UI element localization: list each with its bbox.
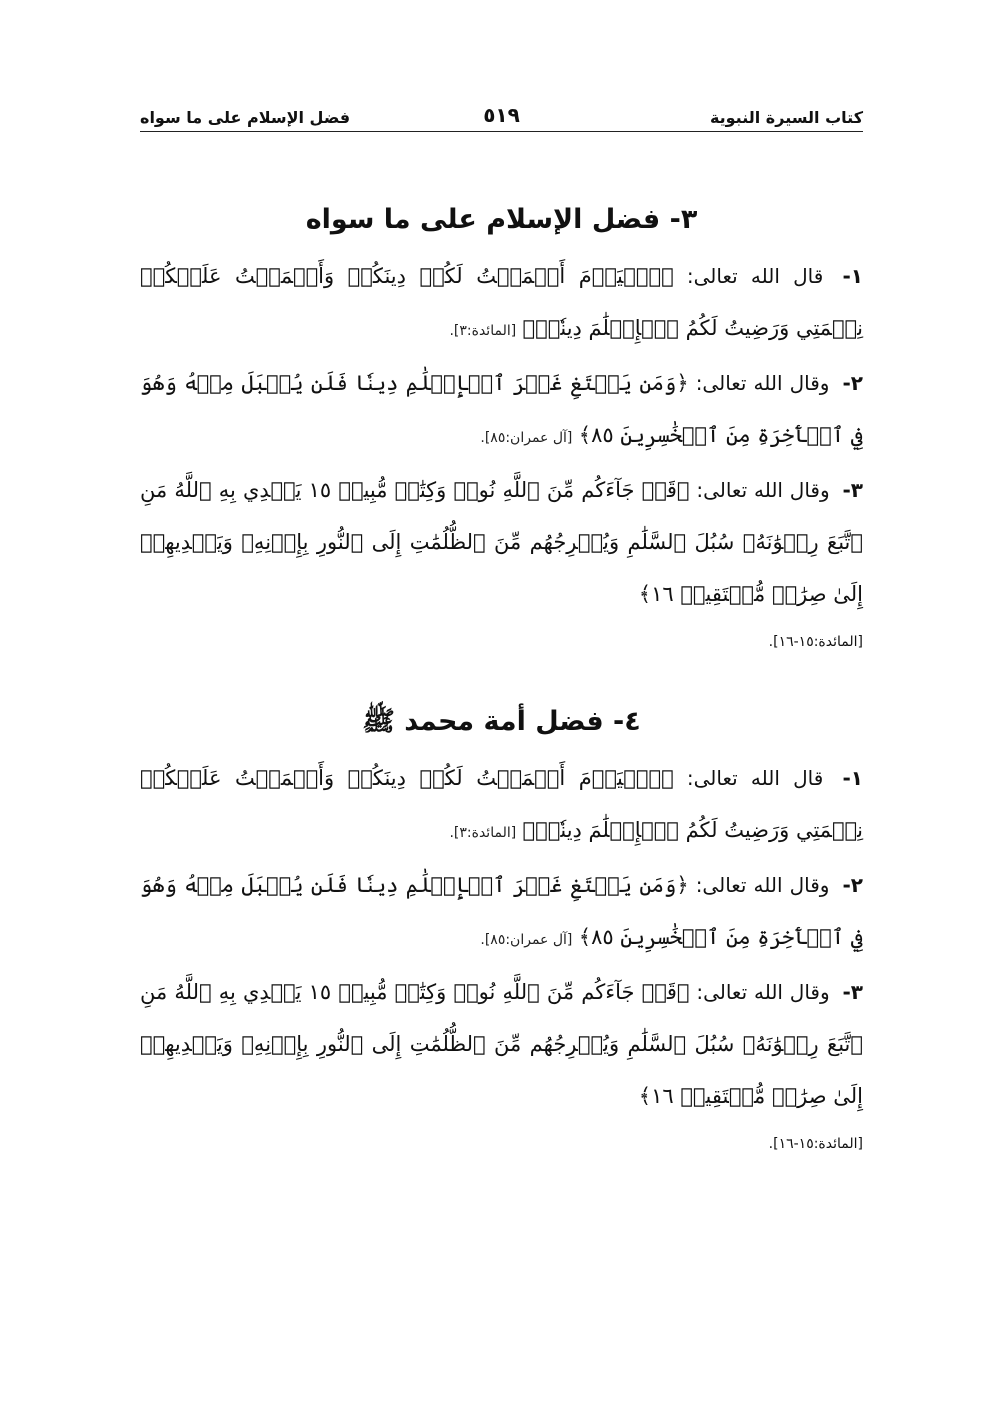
quran-verse: ﴿قَدۡ جَآءَكُم مِّنَ ٱللَّهِ نُورٞ وَكِتَٰبٞ مُّبِينٞ ١٥ يَهۡدِي بِهِ ٱللَّهُ مَنِ ٱتَّبَعَ رِضۡوَٰنَهُۥ سُبُلَ ٱلسَّلَٰمِ وَيُخۡرِجُهُم مِّنَ ٱلظُّلُمَٰتِ إِلَى ٱلنُّورِ بِإِذۡنِهِۦ وَيَهۡدِيهِمۡ إِلَىٰ صِرَٰطٖ مُّسۡتَقِيمٖ ١٦﴾ <box>140 478 863 606</box>
list-item <box>140 859 863 966</box>
list-item <box>140 966 863 1122</box>
quran-verse: ﴿ٱلۡيَوۡمَ أَكۡمَلۡتُ لَكُمۡ دِينَكُمۡ وَأَتۡمَمۡتُ عَلَيۡكُمۡ نِعۡمَتِي وَرَضِيتُ لَكُمُ ٱلۡإِسۡلَٰمَ دِينٗاۚ﴾ <box>140 264 863 340</box>
item-intro: قال الله تعالى: <box>686 766 824 790</box>
section-title: ٣- فضل الإسلام على ما سواه <box>305 204 698 235</box>
quran-verse: ﴿قَدۡ جَآءَكُم مِّنَ ٱللَّهِ نُورٞ وَكِتَٰبٞ مُّبِينٞ ١٥ يَهۡدِي بِهِ ٱللَّهُ مَنِ ٱتَّبَعَ رِضۡوَٰنَهُۥ سُبُلَ ٱلسَّلَٰمِ وَيُخۡرِجُهُم مِّنَ ٱلظُّلُمَٰتِ إِلَى ٱلنُّورِ بِإِذۡنِهِۦ وَيَهۡدِيهِمۡ إِلَىٰ صِرَٰطٖ مُّسۡتَقِيمٖ ١٦﴾ <box>140 980 863 1108</box>
item-number: ٣- <box>842 980 864 1004</box>
item-intro: وقال الله تعالى: <box>695 873 830 897</box>
page-number: ٥١٩ <box>483 103 520 127</box>
item-number: ١- <box>842 766 864 790</box>
item-intro: قال الله تعالى: <box>686 264 824 288</box>
section-title: ٤- فضل أمة محمد ﷺ <box>362 706 641 737</box>
chapter-title: فضل الإسلام على ما سواه <box>140 108 351 127</box>
running-header <box>140 100 863 132</box>
list-item <box>140 752 863 859</box>
page-body <box>140 190 863 1166</box>
verse-reference: [المائدة:١٥-١٦]. <box>768 634 863 650</box>
verse-reference: [آل عمران:٨٥]. <box>480 430 573 446</box>
verse-reference: [آل عمران:٨٥]. <box>480 932 573 948</box>
list-item <box>140 357 863 464</box>
list-item <box>140 250 863 357</box>
quran-verse: ﴿وَمَن يَبۡتَغِ غَيۡرَ ٱلۡإِسۡلَٰمِ دِينٗا فَلَن يُقۡبَلَ مِنۡهُ وَهُوَ فِي ٱلۡأٓخِرَةِ مِنَ ٱلۡخَٰسِرِينَ ٨٥﴾ <box>140 873 863 949</box>
list-item <box>140 464 863 620</box>
verse-reference: [المائدة:٣]. <box>449 323 517 339</box>
verse-reference: [المائدة:١٥-١٦]. <box>768 1136 863 1152</box>
book-title: كتاب السيرة النبوية <box>709 108 863 127</box>
quran-verse: ﴿وَمَن يَبۡتَغِ غَيۡرَ ٱلۡإِسۡلَٰمِ دِينٗا فَلَن يُقۡبَلَ مِنۡهُ وَهُوَ فِي ٱلۡأٓخِرَةِ مِنَ ٱلۡخَٰسِرِينَ ٨٥﴾ <box>140 371 863 447</box>
item-number: ١- <box>842 264 864 288</box>
quran-verse: ﴿ٱلۡيَوۡمَ أَكۡمَلۡتُ لَكُمۡ دِينَكُمۡ وَأَتۡمَمۡتُ عَلَيۡكُمۡ نِعۡمَتِي وَرَضِيتُ لَكُمُ ٱلۡإِسۡلَٰمَ دِينٗاۚ﴾ <box>140 766 863 842</box>
verse-reference: [المائدة:٣]. <box>449 825 517 841</box>
item-intro: وقال الله تعالى: <box>696 980 830 1004</box>
item-number: ٢- <box>842 371 863 395</box>
item-number: ٣- <box>842 478 864 502</box>
item-intro: وقال الله تعالى: <box>695 371 830 395</box>
item-intro: وقال الله تعالى: <box>696 478 830 502</box>
item-number: ٢- <box>842 873 863 897</box>
